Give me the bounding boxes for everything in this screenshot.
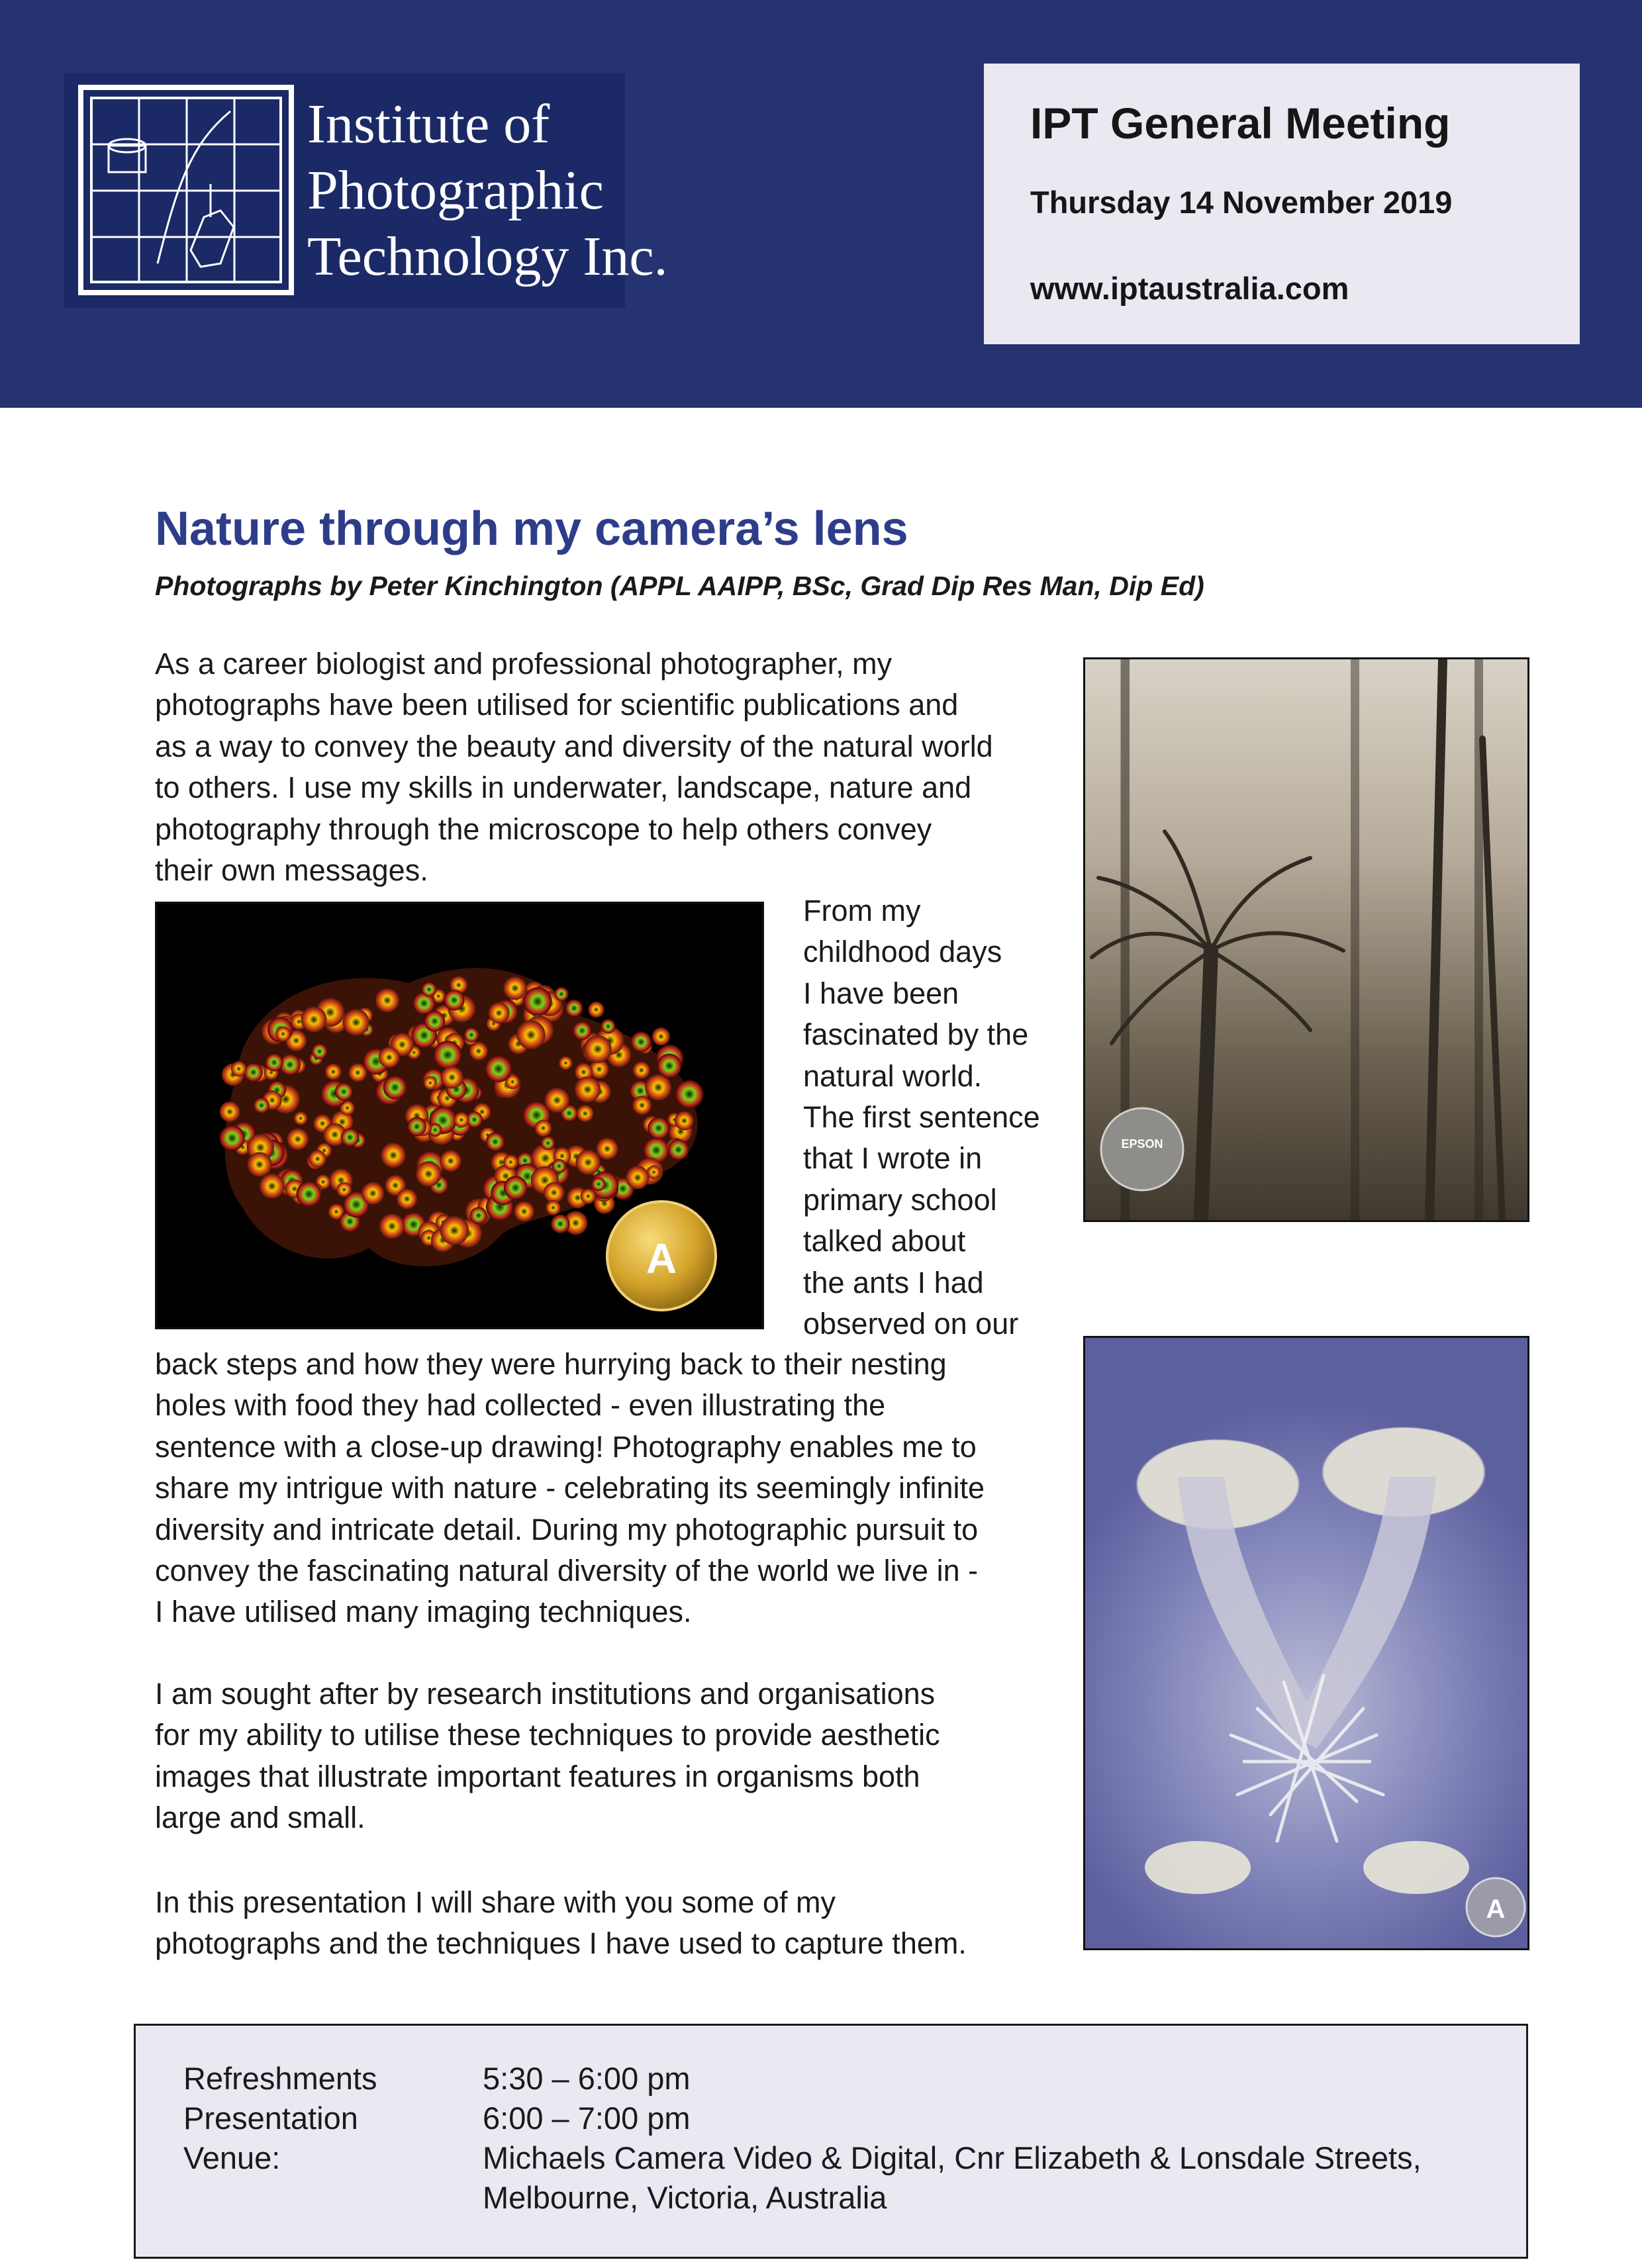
stamen-illustration [1085,1338,1527,1948]
coral-polyp [397,1189,417,1209]
coral-polyp [287,1128,309,1150]
text-line: diversity and intricate detail. During my photographic pursuit to [155,1512,979,1546]
coral-polyp [441,1066,463,1089]
text-line: the ants I had [803,1265,984,1299]
text-line: I have utilised many imaging techniques. [155,1595,692,1629]
header-band [0,0,1642,408]
coral-polyp [577,1105,594,1122]
coral-polyp [545,1088,570,1113]
text-line: As a career biologist and professional photographer, my [155,647,893,681]
schedule-box [134,2024,1528,2259]
coral-polyp [231,1061,246,1076]
coral-polyp [565,1000,583,1017]
text-line: to others. I use my skills in underwater, landscape, nature and [155,771,972,805]
schedule-time-refreshments: 5:30 – 6:00 pm [483,2061,691,2096]
ipt-logo-text [307,91,668,290]
coral-polyp [301,1007,327,1033]
coral-polyp [440,1216,469,1245]
coral-polyp [516,1021,546,1050]
paragraph-intro [155,643,993,891]
coral-polyp [503,976,526,1000]
coral-polyp [486,1133,505,1151]
coral-polyp [489,1002,510,1023]
text-line: talked about [803,1224,966,1258]
schedule-label-refreshments: Refreshments [183,2061,377,2096]
coral-polyp [379,1047,400,1068]
coral-polyp [325,1064,342,1080]
coral-polyp [514,1202,534,1222]
coral-polyp [652,1027,670,1045]
text-line: images that illustrate important features in organisms both [155,1759,920,1793]
coral-polyp [294,1111,307,1125]
coral-polyp [575,1076,601,1102]
meeting-title: IPT General Meeting [1030,99,1451,148]
logo-line-2: Photographic [307,160,604,221]
coral-polyp [551,1214,570,1233]
coral-polyp [675,1111,694,1131]
silver-award-text: EPSON [1121,1137,1163,1151]
coral-polyp [601,1019,616,1033]
coral-polyp [440,1151,461,1172]
tree-fern-illustration [1085,659,1527,1220]
coral-polyp [247,1152,271,1176]
schedule-venue-line-2: Melbourne, Victoria, Australia [483,2180,887,2215]
ipt-logo [64,73,668,308]
coral-polyp [631,1031,652,1052]
coral-polyp [260,1174,285,1199]
paragraph-photography [155,1344,985,1633]
coral-polyp [424,1076,437,1090]
coral-polyp [379,1213,405,1239]
coral-polyp [503,1155,518,1170]
coral-polyp [335,1083,353,1101]
coral-polyp [244,1063,263,1082]
text-line: as a way to convey the beauty and diversity of the natural world [155,729,993,763]
coral-polyp [675,1080,704,1109]
coral-polyp [645,1074,671,1101]
coral-polyp [381,1143,406,1168]
coral-polyp [584,1035,612,1063]
schedule-label-presentation: Presentation [183,2101,358,2136]
coral-polyp [444,990,464,1010]
coral-photo [155,902,764,1329]
coral-polyp [485,1055,512,1082]
text-line: holes with food they had collected - even illustrating the [155,1388,886,1423]
paragraph-presentation [155,1882,967,1965]
coral-polyp [424,1011,445,1031]
coral-polyp [588,1002,604,1017]
logo-line-1: Institute of [307,93,550,155]
schedule-time-presentation: 6:00 – 7:00 pm [483,2101,691,2136]
coral-polyp [375,988,399,1012]
text-line: observed on our [803,1307,1019,1341]
text-line: fascinated by the [803,1017,1029,1052]
text-line: sentence with a close-up drawing! Photography enables me to [155,1429,977,1464]
coral-polyp [362,1182,384,1205]
schedule-venue-line-1: Michaels Camera Video & Digital, Cnr Elizabeth & Lonsdale Streets, [483,2140,1422,2175]
text-line: childhood days [803,935,1002,969]
forest-photo [1083,657,1529,1222]
paragraph-research [155,1674,940,1839]
coral-polyp [341,1128,360,1147]
coral-polyp [632,1096,652,1115]
coral-polyp [559,1057,573,1070]
coral-polyp [544,1182,564,1203]
coral-polyp [575,1150,601,1175]
text-line: for my ability to utilise these techniques to provide aesthetic [155,1718,940,1752]
coral-polyp [416,1161,441,1186]
coral-polyp [504,1176,528,1200]
article-subtitle: Photographs by Peter Kinchington (APPL AAIPP, BSc, Grad Dip Res Man, Dip Ed) [155,571,1204,601]
coral-polyp [523,987,552,1016]
coral-polyp [592,1177,606,1191]
coral-polyp [312,1043,328,1059]
text-line: convey the fascinating natural diversity of the world we live in - [155,1554,979,1588]
text-line: photographs and the techniques I have used to capture them. [155,1926,967,1961]
coral-polyp [464,1027,479,1042]
coral-polyp [297,1182,322,1207]
text-line: back steps and how they were hurrying back to their nesting [155,1347,947,1381]
article-title: Nature through my camera’s lens [155,502,908,555]
coral-illustration [157,904,762,1327]
text-line: their own messages. [155,853,428,888]
coral-polyp [597,1138,618,1160]
text-line: photographs have been utilised for scientific publications and [155,688,959,722]
gold-award-letter: A [646,1235,677,1282]
text-line: I have been [803,976,959,1010]
text-line: photography through the microscope to help others convey [155,812,932,846]
text-line: The first sentence [803,1100,1040,1135]
text-line: I am sought after by research institutions and organisations [155,1677,936,1711]
text-line: share my intrigue with nature - celebrating its seemingly infinite [155,1471,985,1505]
schedule-label-venue: Venue: [183,2140,281,2175]
coral-polyp [309,1150,326,1167]
coral-polyp [535,1119,552,1137]
coral-polyp [422,982,436,996]
coral-polyp [648,1117,669,1139]
coral-polyp [434,1041,462,1069]
coral-polyp [668,1139,689,1160]
text-line: In this presentation I will share with you some of my [155,1885,836,1919]
coral-polyp [266,1053,283,1071]
coral-polyp [343,1009,369,1035]
coral-polyp [275,1027,291,1042]
text-line: natural world. [803,1059,983,1093]
coral-polyp [220,1102,240,1122]
coral-polyp [573,1021,591,1040]
coral-polyp [657,1054,682,1078]
coral-polyp [546,1200,561,1215]
coral-polyp [254,1098,269,1113]
coral-polyp [407,1117,426,1136]
logo-line-3: Technology Inc. [307,226,668,287]
paragraph-childhood [803,890,1040,1345]
meeting-date: Thursday 14 November 2019 [1030,185,1453,220]
coral-polyp [454,1112,469,1127]
microscope-photo [1083,1336,1529,1950]
coral-polyp [383,1076,407,1100]
coral-polyp [626,1166,649,1189]
coral-polyp [581,1188,596,1204]
coral-polyp [541,1136,555,1150]
coral-polyp [633,1062,650,1079]
ipt-logo-icon [78,85,294,295]
award-badge-letter: A [1486,1895,1506,1924]
text-line: that I wrote in [803,1141,983,1176]
meeting-info-box [984,64,1580,344]
text-line: primary school [803,1182,997,1217]
coral-polyp [219,1125,244,1151]
coral-polyp [470,1207,487,1224]
coral-polyp [647,1165,661,1179]
text-line: large and small. [155,1801,365,1835]
text-line: From my [803,894,921,927]
coral-polyp [554,987,568,1001]
website-link[interactable]: www.iptaustralia.com [1030,271,1349,306]
